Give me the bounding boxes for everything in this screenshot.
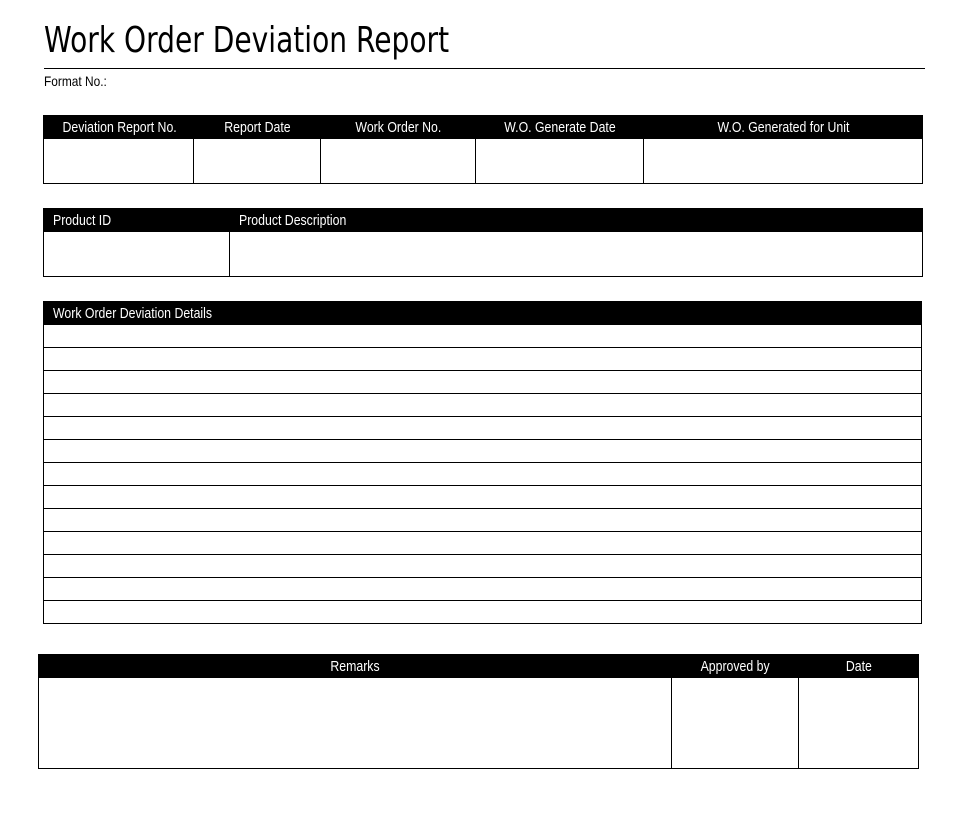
deviation-detail-field[interactable] [44,348,922,371]
column-header-wo-generated-for-unit: W.O. Generated for Unit [644,116,923,139]
deviation-detail-field[interactable] [44,417,922,440]
deviation-detail-row [44,509,922,532]
column-header-work-order-no: Work Order No. [321,116,476,139]
deviation-detail-row [44,348,922,371]
column-header-product-id: Product ID [44,209,230,232]
deviation-detail-row [44,601,922,624]
approved-by-field[interactable] [672,678,799,769]
deviation-detail-field[interactable] [44,486,922,509]
column-header-product-description: Product Description [230,209,923,232]
product-id-field[interactable] [44,232,230,277]
deviation-detail-row [44,463,922,486]
deviation-detail-row [44,578,922,601]
deviation-details-table [43,301,922,624]
deviation-detail-row [44,555,922,578]
column-header-wo-generate-date: W.O. Generate Date [476,116,644,139]
remarks-field[interactable] [39,678,672,769]
product-table [43,208,923,277]
deviation-detail-field[interactable] [44,509,922,532]
date-field[interactable] [799,678,919,769]
column-header-remarks: Remarks [39,655,672,678]
remarks-approval-table [38,654,919,769]
report-date-field[interactable] [194,139,321,184]
deviation-detail-field[interactable] [44,463,922,486]
column-header-date: Date [799,655,919,678]
column-header-report-date: Report Date [194,116,321,139]
deviation-detail-row [44,371,922,394]
deviation-detail-row [44,440,922,463]
deviation-detail-row [44,417,922,440]
deviation-detail-row [44,486,922,509]
header-info-table [43,115,923,184]
deviation-report-no-field[interactable] [44,139,194,184]
deviation-detail-field[interactable] [44,555,922,578]
title-divider [44,68,925,69]
deviation-detail-row [44,394,922,417]
wo-generated-for-unit-field[interactable] [644,139,923,184]
deviation-detail-field[interactable] [44,371,922,394]
deviation-detail-field[interactable] [44,440,922,463]
deviation-detail-field[interactable] [44,325,922,348]
column-header-approved-by: Approved by [672,655,799,678]
product-description-field[interactable] [230,232,923,277]
deviation-detail-field[interactable] [44,394,922,417]
deviation-detail-row [44,325,922,348]
column-header-deviation-report-no: Deviation Report No. [44,116,194,139]
deviation-detail-field[interactable] [44,532,922,555]
deviation-detail-field[interactable] [44,578,922,601]
wo-generate-date-field[interactable] [476,139,644,184]
deviation-detail-field[interactable] [44,601,922,624]
deviation-details-header: Work Order Deviation Details [44,302,922,325]
work-order-no-field[interactable] [321,139,476,184]
format-number-label: Format No.: [44,73,107,89]
deviation-detail-row [44,532,922,555]
document-title: Work Order Deviation Report [44,20,450,61]
